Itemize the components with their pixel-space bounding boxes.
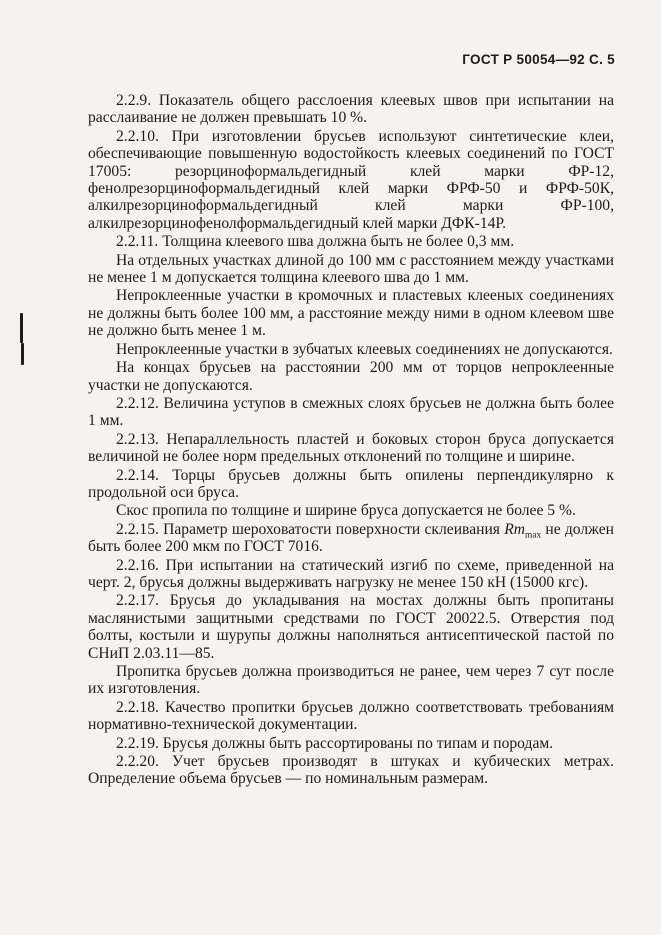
paragraph-2-2-14: 2.2.14. Торцы брусьев должны быть опилены перпендикулярно к продольной оси бруса. <box>88 466 614 501</box>
paragraph-2-2-16: 2.2.16. При испытании на статический изгиб по схеме, приведенной на черт. 2, брусья должны выдерживать нагрузку не менее 150 кН (15000 кгс). <box>88 556 614 591</box>
paragraph-glue-seam-local: На отдельных участках длиной до 100 мм с расстоянием между участками не менее 1 м допускается толщина клеевого шва до 1 мм. <box>88 251 614 287</box>
p15-text-after: не должен быть более 200 мкм по ГОСТ 7016. <box>88 520 614 556</box>
margin-change-mark <box>21 343 24 365</box>
roughness-symbol-subscript: max <box>525 530 542 541</box>
paragraph-impregnation-time: Пропитка брусьев должна производиться не ранее, чем через 7 сут после их изготовления. <box>88 663 614 698</box>
roughness-symbol: Rm <box>504 520 526 538</box>
paragraph-saw-bevel: Скос пропила по толщине и ширине бруса допускается не более 5 %. <box>116 502 576 520</box>
paragraph-unglued-finger: Непроклеенные участки в зубчатых клеевых соединениях не допускаются. <box>116 340 613 358</box>
paragraph-2-2-18: 2.2.18. Качество пропитки брусьев должно соответствовать требованиям нормативно-технической документации. <box>88 698 614 734</box>
paragraph-2-2-11: 2.2.11. Толщина клеевого шва должна быть не более 0,3 мм. <box>116 233 515 251</box>
document-body <box>88 92 614 788</box>
paragraph-2-2-20: 2.2.20. Учет брусьев производят в штуках и кубических метрах. Определение объема брусьев — по номинальным размерам. <box>88 753 614 788</box>
paragraph-2-2-17: 2.2.17. Брусья до укладывания на мостах должны быть пропитаны маслянистыми защитными средствами по ГОСТ 20022.5. Отверстия под болты, костыли и шурупы должны наполняться антисептической пастой по СНиП 2.03.11—85. <box>88 592 614 662</box>
p15-text-before: 2.2.15. Параметр шероховатости поверхности склеивания <box>116 520 505 538</box>
paragraph-unglued-ends: На концах брусьев на расстоянии 200 мм от торцов непроклеенные участки не допускаются. <box>88 359 614 394</box>
page-header: ГОСТ Р 50054—92 С. 5 <box>462 52 615 67</box>
paragraph-2-2-12: 2.2.12. Величина уступов в смежных слоях брусьев не должна быть более 1 мм. <box>88 394 614 430</box>
paragraph-2-2-19: 2.2.19. Брусья должны быть рассортированы по типам и породам. <box>116 734 554 752</box>
paragraph-2-2-9: 2.2.9. Показатель общего расслоения клеевых швов при испытании на расслаивание не должен превышать 10 %. <box>88 92 614 127</box>
paragraph-2-2-13: 2.2.13. Непараллельность пластей и боковых сторон бруса допускается величиной не более норм предельных отклонений по толщине и ширине. <box>88 430 614 466</box>
paragraph-2-2-10: 2.2.10. При изготовлении брусьев используют синтетические клеи, обеспечивающие повышенную водостойкость клеевых соединений по ГОСТ 17005: резорцинoформальдегидный клей марки ФР-12, фенолрезорциноформальдегидный клей марки ФРФ-50 и ФРФ-50К, алкилрезорциноформальдегидный клей марки ФР-100, алкилрезорцинофенолформальдегидный клей марки ДФК-14Р. <box>88 127 614 232</box>
margin-change-mark <box>20 313 23 343</box>
paragraph-unglued-edge: Непроклеенные участки в кромочных и пластевых клееных соединениях не должны быть более 100 мм, а расстояние между ними в одном клеевом шве не должно быть менее 1 м. <box>88 287 614 340</box>
paragraph-2-2-15 <box>88 521 614 556</box>
